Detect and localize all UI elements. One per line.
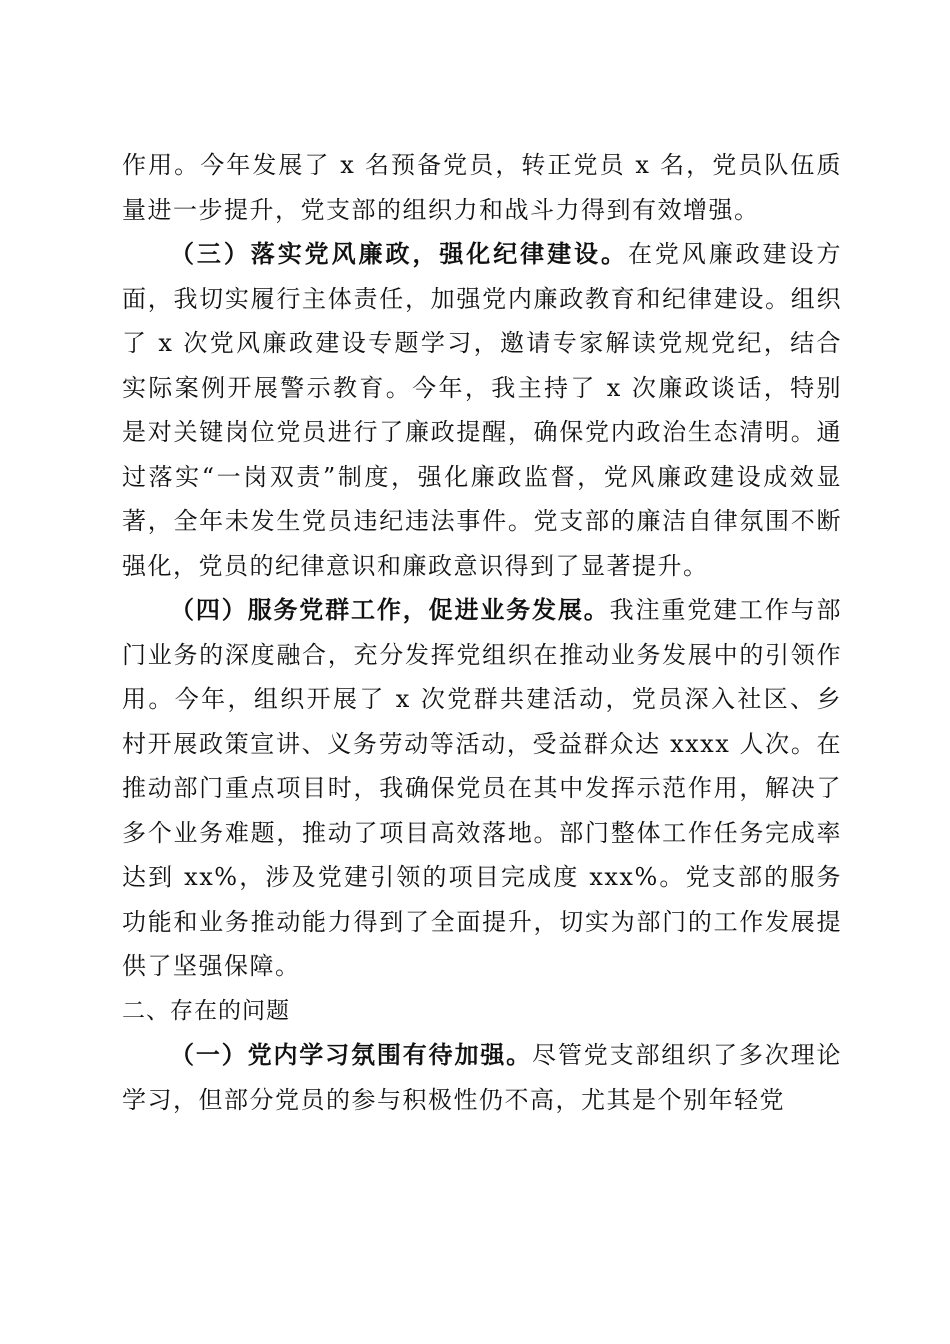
- section-4-body: 我注重党建工作与部门业务的深度融合，充分发挥党组织在推动业务发展中的引领作用。今年，组织开展了 x 次党群共建活动，党员深入社区、乡村开展政策宣讲、义务劳动等活动，受益群众达 xxxx 人次。在推动部门重点项目时，我确保党员在其中发挥示范作用，解决了多个业务难题，推动了项目高效落地。部门整体工作任务完成率达到 xx%，涉及党建引领的项目完成度 xxx%。党支部的服务功能和业务推动能力得到了全面提升，切实为部门的工作发展提供了坚强保障。: [122, 596, 843, 980]
- problem-1-body: 尽管党支部组织了多次理论学习，但部分党员的参与积极性仍不高，尤其是个别年轻党: [122, 1041, 843, 1114]
- paragraph-section-3: [122, 232, 842, 588]
- document-body: [122, 143, 842, 1122]
- section-3-body: 在党风廉政建设方面，我切实履行主体责任，加强党内廉政教育和纪律建设。组织了 x 次党风廉政建设专题学习，邀请专家解读党规党纪，结合实际案例开展警示教育。今年，我主持了 x 次廉政谈话，特别是对关键岗位党员进行了廉政提醒，确保党内政治生态清明。通过落实“一岗双责”制度，强化廉政监督，党风廉政建设成效显著，全年未发生党员违纪违法事件。党支部的廉洁自律氛围不断强化，党员的纪律意识和廉政意识得到了显著提升。: [122, 240, 842, 580]
- paragraph-problem-1: [122, 1033, 842, 1122]
- section-3-heading: （三）落实党风廉政，强化纪律建设。: [170, 239, 628, 268]
- paragraph-continued: [122, 143, 842, 232]
- section-4-heading: （四）服务党群工作，促进业务发展。: [170, 595, 610, 624]
- paragraph-continued-text: 作用。今年发展了 x 名预备党员，转正党员 x 名，党员队伍质量进一步提升，党支部的组织力和战斗力得到有效增强。: [122, 151, 842, 224]
- problem-1-heading: （一）党内学习氛围有待加强。: [170, 1040, 533, 1069]
- part-2-heading: 二、存在的问题: [122, 997, 290, 1024]
- paragraph-section-4: [122, 588, 842, 989]
